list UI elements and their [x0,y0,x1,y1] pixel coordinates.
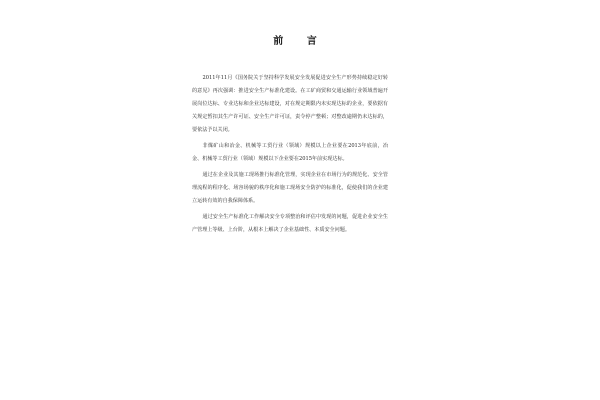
preface-body [192,72,388,240]
paragraph-3: 通过在企业及其施工现场推行标准化管理，实现企业在市场行为的规范化、安全管理流程的程序化、场容场貌的秩序化和施工现场安全防护的标准化，促使我们的企业建立运转有效的自我保障体系。 [192,172,388,204]
paragraph-2: 非煤矿山和冶金、机械等工贸行业（领域）规模以上企业要在2013年底前，冶金、机械等工贸行业（领域）规模以下企业要在2015年前实现达标。 [192,143,388,162]
paragraph-1: 2011年11月《国务院关于坚持科学发展安全发展促进安全生产形势持续稳定好转的意见》再次强调：推进安全生产标准化建设。在工矿商贸和交通运输行业领域普遍开展岗位达标、专业达标和企业达标建设，对在规定期限内未实现达标的企业，要依据有关规定暂扣其生产许可证、安全生产许可证，责令停产整顿；对整改逾期仍未达标的，要依法予以关闭。 [192,75,388,133]
page-title: 前 言 [273,36,327,47]
paragraph-4: 通过安全生产标准化工作解决安全专项整治和评估中发现的问题，促进企业安全生产管理上等级、上台阶，从根本上解决了企业基础性、本质安全问题。 [192,214,388,233]
